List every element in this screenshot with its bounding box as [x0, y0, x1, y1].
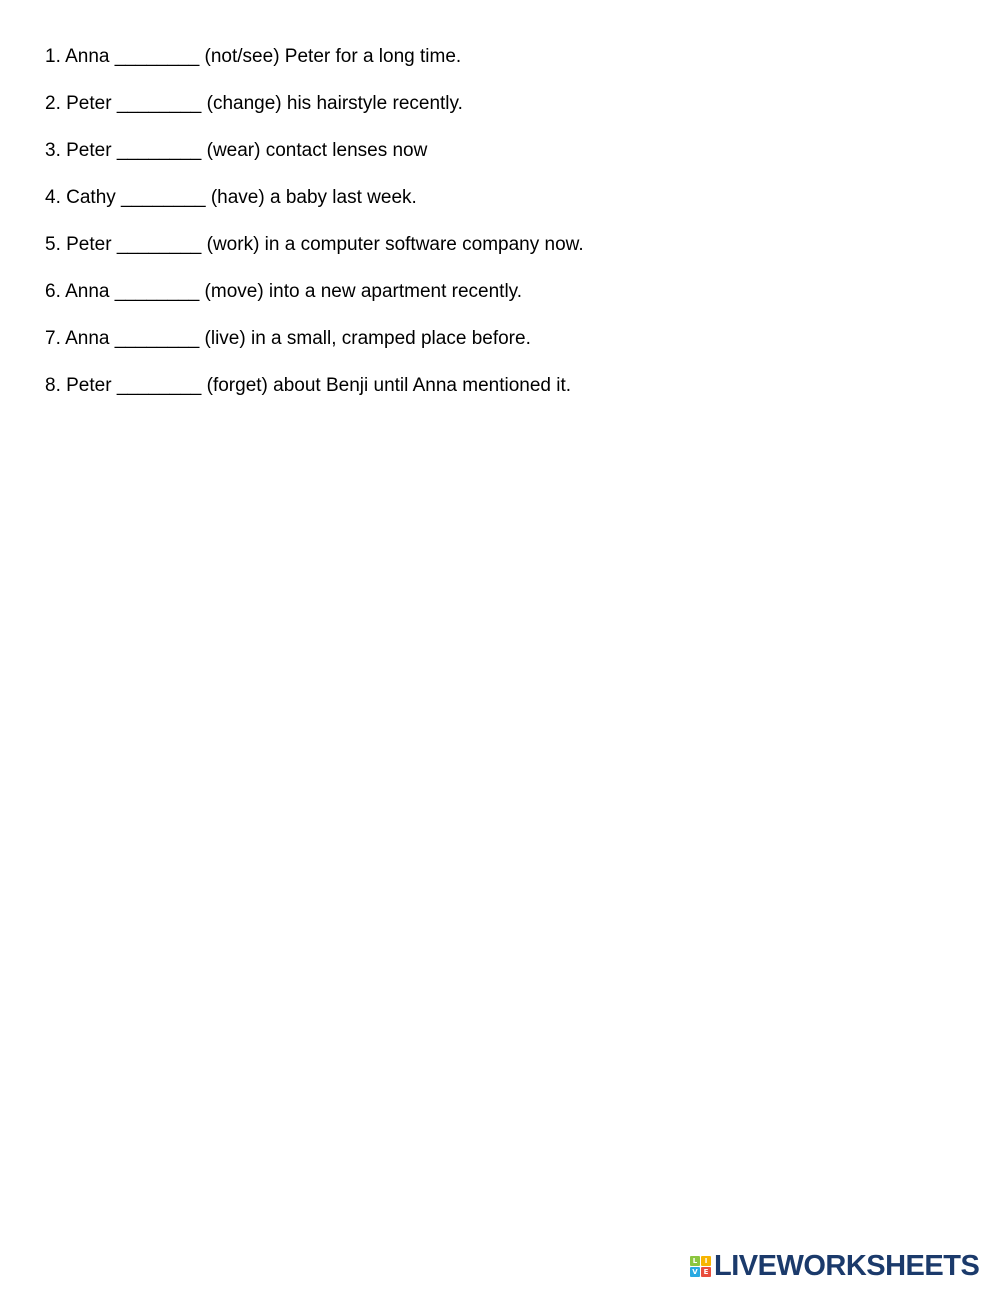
logo-mark-tile: I — [701, 1256, 711, 1266]
liveworksheets-logo — [690, 1251, 979, 1281]
logo-mark-tile: L — [690, 1256, 700, 1266]
exercise-item-8: 8. Peter ________ (forget) about Benji until Anna mentioned it. — [45, 375, 572, 396]
logo-mark-icon — [690, 1256, 711, 1277]
exercise-list — [45, 44, 945, 420]
logo-mark-tile: V — [690, 1267, 700, 1277]
exercise-item-2: 2. Peter ________ (change) his hairstyle recently. — [45, 93, 463, 114]
logo-mark-tile: E — [701, 1267, 711, 1277]
exercise-item-1: 1. Anna ________ (not/see) Peter for a long time. — [45, 46, 462, 67]
exercise-item-6: 6. Anna ________ (move) into a new apartment recently. — [45, 281, 523, 302]
exercise-item-4: 4. Cathy ________ (have) a baby last week. — [45, 187, 417, 208]
logo-text: LIVEWORKSHEETS — [714, 1250, 980, 1282]
exercise-item-5: 5. Peter ________ (work) in a computer software company now. — [45, 234, 584, 255]
exercise-item-7: 7. Anna ________ (live) in a small, cramped place before. — [45, 328, 531, 349]
exercise-item-3: 3. Peter ________ (wear) contact lenses now — [45, 140, 428, 161]
